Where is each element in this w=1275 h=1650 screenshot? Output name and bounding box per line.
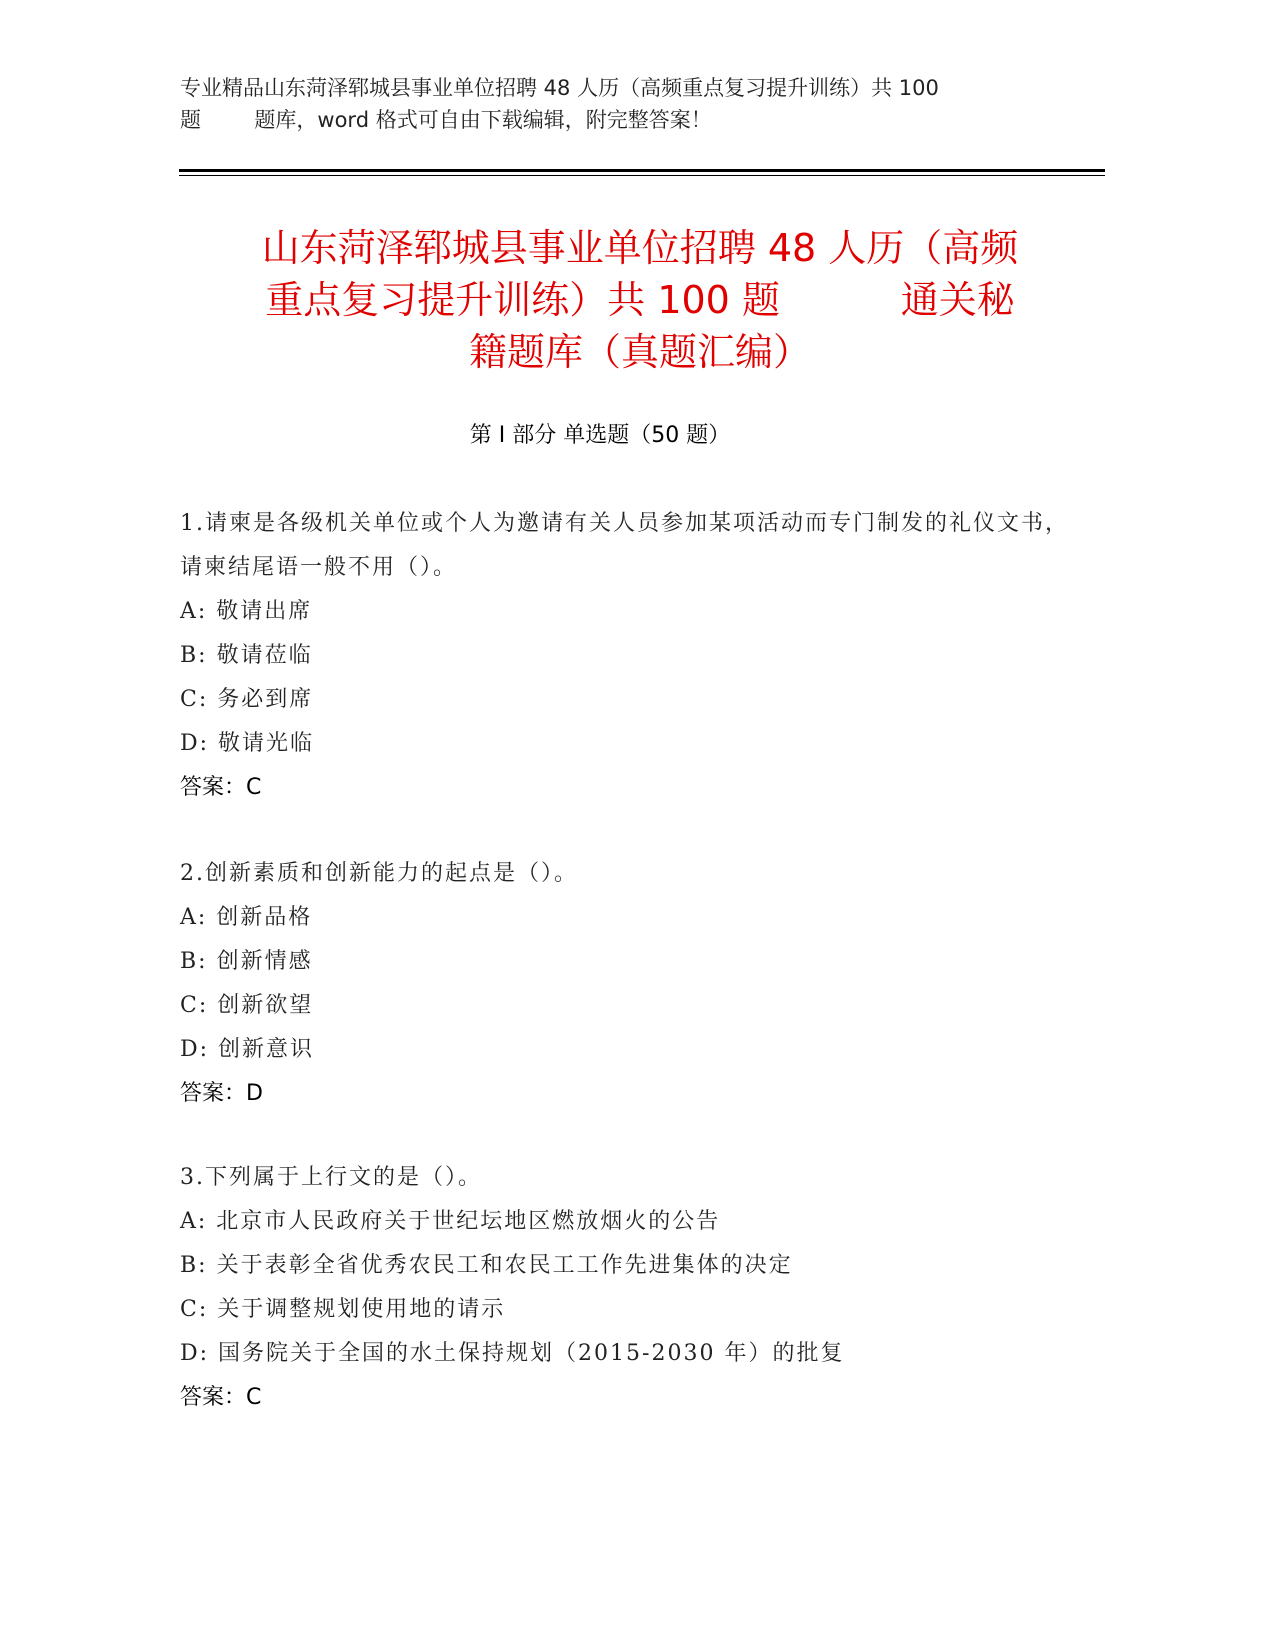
option-b: B: 敬请莅临 <box>180 643 313 668</box>
answer: 答案：D <box>180 1081 263 1106</box>
question-2 <box>180 852 1080 1116</box>
question-stem: 2.创新素质和创新能力的起点是（）。 <box>180 861 578 886</box>
option-c: C: 务必到席 <box>180 687 314 712</box>
title-line-3: 籍题库（真题汇编） <box>468 330 811 374</box>
option-d: D: 敬请光临 <box>180 731 315 756</box>
option-b: B: 关于表彰全省优秀农民工和农民工工作先进集体的决定 <box>180 1253 793 1278</box>
document-header <box>180 72 1080 136</box>
option-a: A: 敬请出席 <box>180 599 313 624</box>
document-title <box>140 222 1140 378</box>
answer: 答案：C <box>180 775 262 800</box>
question-stem: 3.下列属于上行文的是（）。 <box>180 1165 482 1190</box>
title-line-2: 重点复习提升训练）共 100 题 通关秘 <box>265 278 1015 322</box>
question-stem: 1.请柬是各级机关单位或个人为邀请有关人员参加某项活动而专门制发的礼仪文书，请柬结尾语一般不用（）。 <box>180 511 1069 580</box>
option-c: C: 创新欲望 <box>180 993 314 1018</box>
header-divider-thick <box>179 169 1105 172</box>
option-d: D: 国务院关于全国的水土保持规划（2015-2030 年）的批复 <box>180 1341 845 1366</box>
header-line-1: 专业精品山东菏泽郓城县事业单位招聘 48 人历（高频重点复习提升训练）共 100 <box>180 76 939 100</box>
header-divider-thin <box>179 175 1105 176</box>
question-3 <box>180 1156 1080 1420</box>
option-a: A: 北京市人民政府关于世纪坛地区燃放烟火的公告 <box>180 1209 721 1234</box>
section-title: 第 I 部分 单选题（50 题） <box>469 423 731 448</box>
header-line-2: 题 题库，word 格式可自由下载编辑，附完整答案！ <box>180 108 712 132</box>
question-1 <box>180 502 1080 810</box>
title-line-1: 山东菏泽郓城县事业单位招聘 48 人历（高频 <box>261 226 1019 270</box>
option-a: A: 创新品格 <box>180 905 313 930</box>
answer: 答案：C <box>180 1385 262 1410</box>
option-b: B: 创新情感 <box>180 949 313 974</box>
option-d: D: 创新意识 <box>180 1037 315 1062</box>
option-c: C: 关于调整规划使用地的请示 <box>180 1297 506 1322</box>
